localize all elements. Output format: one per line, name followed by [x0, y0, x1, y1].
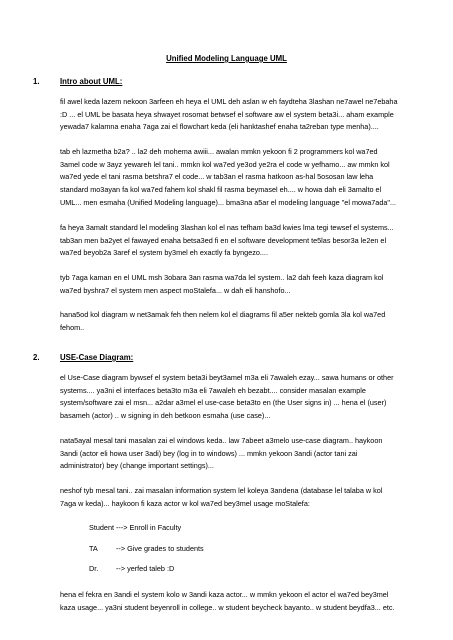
- text-line: wa7ed beyob2a 3aref el system by3mel eh exactly fa byngezo....: [60, 248, 268, 258]
- list-item-actor: TA: [89, 543, 98, 553]
- section-2-closing-paragraph: [60, 589, 432, 614]
- actor-list: [89, 522, 204, 584]
- text-line: fehom..: [60, 322, 85, 332]
- section-2-paragraph-3: [60, 485, 432, 510]
- text-line: kaza usage... ya3ni student beyenroll in college.. w student beycheck bayanto.. w student beydfa3... etc.: [60, 602, 395, 612]
- text-line: basameh (actor) .. w signing in deh betkoon esmaha (use case)...: [60, 411, 271, 421]
- text-line: systems.... ya3ni el interfaces beta3to m3a eli 7awaleh eh bezabt.... consider masalan example: [60, 385, 366, 395]
- text-line: tab eh lazmetha b2a? .. la2 deh mohema awiii... awalan mmkn yekoon fi 2 programmers kol wa7ed: [60, 147, 378, 156]
- section-1-paragraph-4: [60, 272, 432, 297]
- text-line: hena el fekra en 3andi el system kolo w 3andi kaza actor... w mmkn yekoon el actor el wa7ed bey3mel: [60, 590, 389, 599]
- text-line: fa heya 3amalt standard lel modeling 3lashan kol el nas tefham ba3d kwies lma tegi tewsef el systems...: [60, 223, 394, 232]
- text-line: tyb 7aga kaman en el UML msh 3obara 3an rasma wa7da lel system.. la2 dah feeh kaza diagram kol: [60, 273, 384, 282]
- section-1-title: Intro about UML:: [60, 77, 123, 86]
- document-title: Unified Modeling Language UML: [166, 54, 287, 63]
- list-item: [89, 563, 204, 584]
- text-line: nata5ayal mesal tani masalan zai el windows keda.. law 7abeet a3melo use-case diagram.. haykoon: [60, 436, 383, 445]
- list-item-actor: Student: [89, 523, 114, 532]
- text-line: wa7ed yede el tani rasma betshra7 el code... w tab3an el rasma hatkoon as-hal 5ososan law leha: [60, 172, 374, 182]
- list-item-action: --> yerfed taleb :D: [116, 564, 175, 573]
- text-line: hana5od kol diagram w net3amak feh then nelem kol el diagrams fil a5er nekteb gomla 3la kol wa7ed: [60, 310, 386, 319]
- text-line: system/software zai el msn... a2dar a3mel el use-case beta3to en (the User signs in) ... hena el (user): [60, 398, 387, 408]
- section-1-paragraph-1: [60, 96, 432, 134]
- list-item-action: --> Give grades to students: [116, 543, 204, 553]
- text-line: wa7ed byshra7 el system men aspect moStalefa... w dah eli hanshofo...: [60, 285, 291, 295]
- section-1-paragraph-3: [60, 222, 432, 260]
- section-2-number: 2.: [33, 353, 40, 362]
- section-2-title: USE-Case Diagram:: [60, 353, 134, 362]
- section-2-heading: [33, 353, 133, 363]
- section-1-paragraph-2: [60, 146, 432, 210]
- text-line: neshof tyb mesal tani.. zai masalan information system lel koleya 3andena (database lel talaba w kol: [60, 486, 383, 495]
- list-item: [89, 522, 204, 543]
- text-line: 3andi (actor eli howa user 3adi) bey (log in to windows) ... mmkn yekoon 3andi (actor tani zai: [60, 448, 358, 458]
- text-line: yewada7 kalamna enaha 7aga zai el flowchart keda (eli hanktashef enaha ta2reban type menha)....: [60, 122, 379, 132]
- text-line: UML... men esmaha (Unified Modeling language)... bma3na a5ar el modeling language "el mowa7ada"...: [60, 197, 397, 207]
- text-line: 7aga w keda)... haykoon fi kaza actor w kol wa7ed bey3mel usage moStalefa:: [60, 498, 310, 508]
- text-line: standard mo3ayan fa kol wa7ed fahem kol shakl fil rasma beymasel eh.... w howa dah eli 3amalto el: [60, 185, 382, 195]
- list-item-actor: Dr.: [89, 564, 99, 573]
- text-line: fil awel keda lazem nekoon 3arfeen eh heya el UML deh aslan w eh faydteha 3lashan ne7awel ne7ebaha: [60, 97, 398, 106]
- section-2-paragraph-2: [60, 435, 432, 473]
- section-2-paragraph-1: [60, 372, 432, 423]
- text-line: :D ... el UML be basata heya shwayet rosomat betwsef el software aw el system beta3i... aham example: [60, 109, 394, 119]
- section-1-paragraph-5: [60, 309, 432, 334]
- list-item-action: ---> Enroll in Faculty: [116, 523, 182, 532]
- list-item: [89, 543, 204, 564]
- text-line: el Use-Case diagram bywsef el system beta3i beyt3amel m3a eli 7awaleh ezay... sawa humans or other: [60, 373, 394, 382]
- section-1-number: 1.: [33, 77, 40, 86]
- text-line: 3amel code w 3ayz yewareh lel tani.. mmkn kol wa7ed ye3od ye2ra el code w yefhamo... aw mmkn kol: [60, 159, 390, 169]
- text-line: administrator) bey (change important settings)...: [60, 461, 214, 471]
- section-1-heading: [33, 77, 122, 87]
- text-line: tab3an men ba2yet el fawayed enaha betsa3ed fi en el software development te5las besor3a le2en el: [60, 235, 387, 245]
